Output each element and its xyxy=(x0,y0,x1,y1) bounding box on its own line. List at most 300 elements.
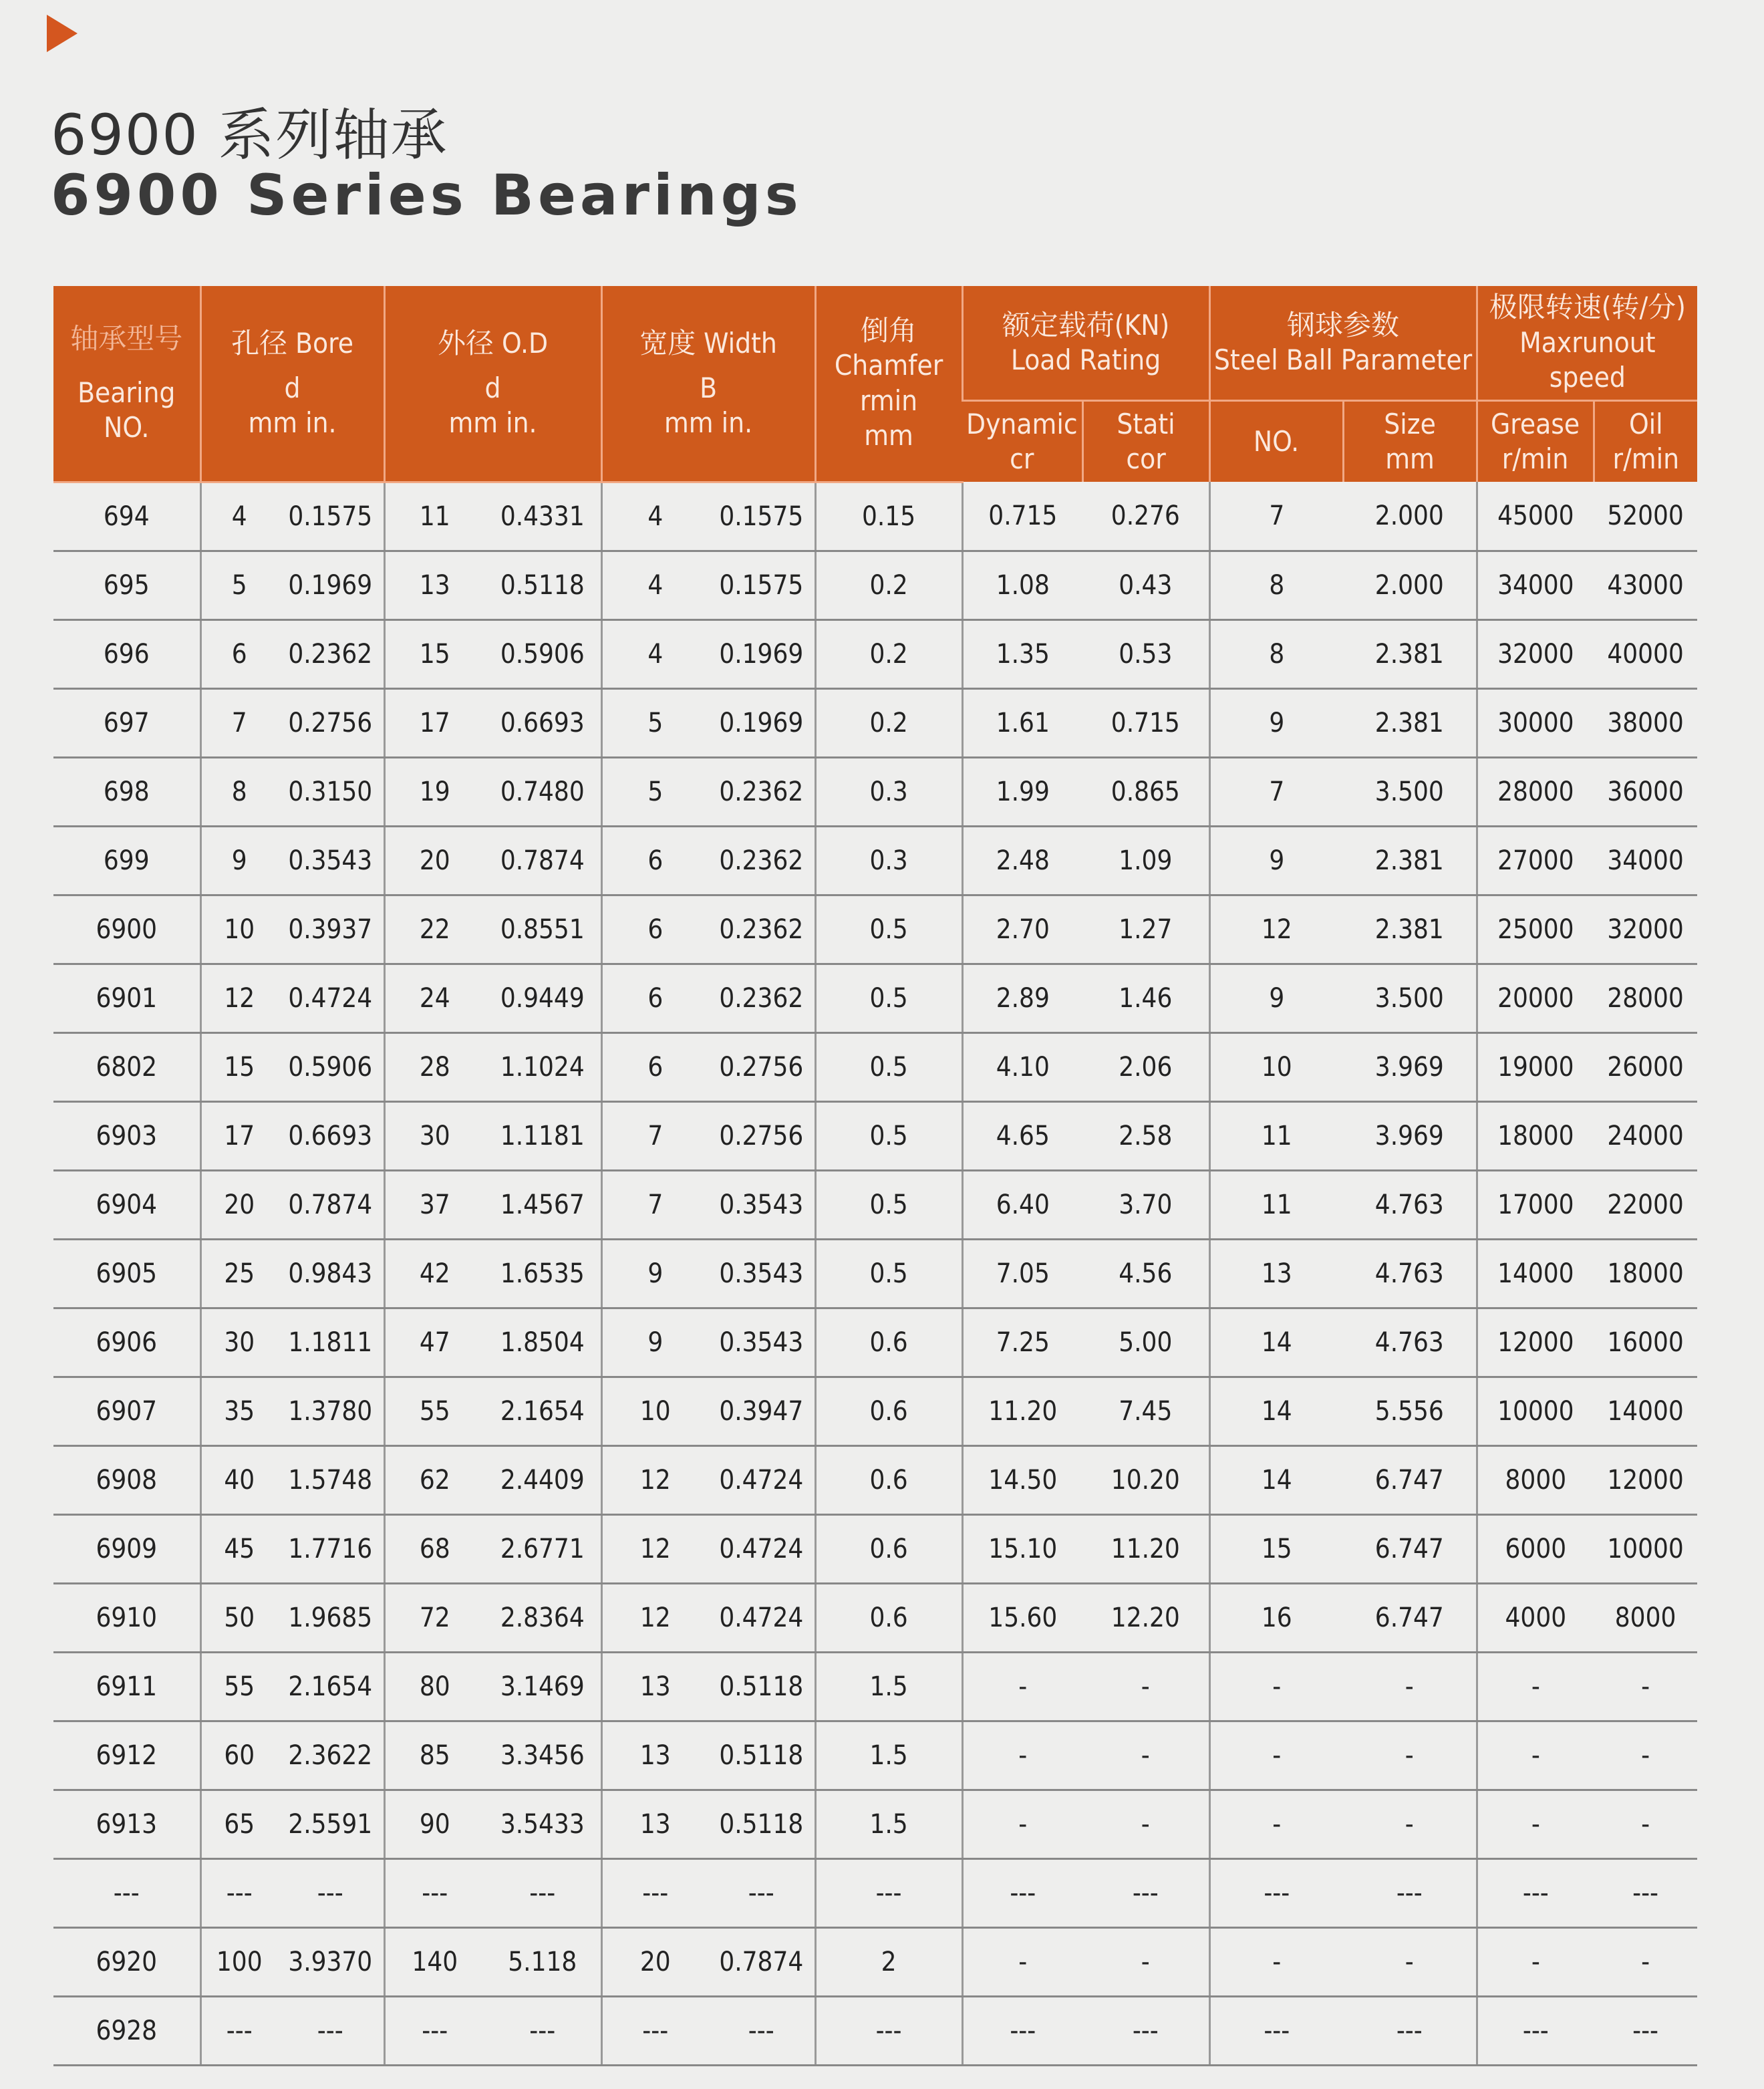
cell-dynamic-load: 14.50 xyxy=(962,1445,1082,1514)
cell-od-mm: 140 xyxy=(384,1927,484,1996)
cell-static-load: 0.865 xyxy=(1082,757,1209,826)
cell-grease-speed: 30000 xyxy=(1477,688,1594,757)
cell-bearing-no: 694 xyxy=(53,482,200,551)
table-row xyxy=(53,1721,1697,1790)
cell-grease-speed: 18000 xyxy=(1477,1101,1594,1170)
cell-bearing-no: 6900 xyxy=(53,895,200,964)
cell-ball-size: 4.763 xyxy=(1343,1239,1477,1308)
cell-oil-speed: --- xyxy=(1594,1996,1697,2065)
cell-grease-speed: 17000 xyxy=(1477,1170,1594,1239)
cell-chamfer: 0.2 xyxy=(815,688,962,757)
cell-bearing-no: 6907 xyxy=(53,1377,200,1445)
cell-ball-size: 2.381 xyxy=(1343,895,1477,964)
cell-ball-count: 7 xyxy=(1209,482,1343,551)
cell-oil-speed: 26000 xyxy=(1594,1032,1697,1101)
cell-static-load: 4.56 xyxy=(1082,1239,1209,1308)
cell-bore-mm: --- xyxy=(200,1996,277,2065)
cell-ball-size: 2.381 xyxy=(1343,826,1477,895)
cell-ball-count: 8 xyxy=(1209,551,1343,619)
cell-oil-speed: - xyxy=(1594,1721,1697,1790)
cell-width-mm: 6 xyxy=(601,1032,708,1101)
cell-grease-speed: 6000 xyxy=(1477,1514,1594,1583)
cell-bore-mm: 10 xyxy=(200,895,277,964)
table-row xyxy=(53,1445,1697,1514)
cell-width-mm: 4 xyxy=(601,551,708,619)
cell-bore-in: --- xyxy=(277,1858,384,1927)
cell-width-in: 0.2362 xyxy=(708,895,815,964)
cell-dynamic-load: 1.99 xyxy=(962,757,1082,826)
header-oil: Oil r/min xyxy=(1594,401,1697,482)
cell-ball-size: 3.969 xyxy=(1343,1101,1477,1170)
cell-bore-mm: --- xyxy=(200,1858,277,1927)
cell-od-in: 3.1469 xyxy=(484,1652,601,1721)
cell-dynamic-load: --- xyxy=(962,1858,1082,1927)
cell-width-mm: --- xyxy=(601,1858,708,1927)
cell-width-mm: 5 xyxy=(601,757,708,826)
cell-bore-mm: 50 xyxy=(200,1583,277,1652)
cell-bore-mm: 35 xyxy=(200,1377,277,1445)
cell-chamfer: 0.2 xyxy=(815,619,962,688)
cell-bore-in: 3.9370 xyxy=(277,1927,384,1996)
cell-dynamic-load: 7.05 xyxy=(962,1239,1082,1308)
cell-bearing-no: 6912 xyxy=(53,1721,200,1790)
table-row xyxy=(53,1790,1697,1858)
cell-width-in: 0.3543 xyxy=(708,1170,815,1239)
header-load-rating: 额定载荷(KN) Load Rating xyxy=(962,286,1209,401)
cell-od-in: 5.118 xyxy=(484,1927,601,1996)
cell-width-mm: --- xyxy=(601,1996,708,2065)
cell-bearing-no: 6913 xyxy=(53,1790,200,1858)
cell-ball-count: 15 xyxy=(1209,1514,1343,1583)
cell-od-in: 1.4567 xyxy=(484,1170,601,1239)
cell-od-in: 0.5118 xyxy=(484,551,601,619)
cell-bore-mm: 55 xyxy=(200,1652,277,1721)
cell-dynamic-load: 6.40 xyxy=(962,1170,1082,1239)
cell-bore-in: 2.3622 xyxy=(277,1721,384,1790)
cell-bore-in: 1.5748 xyxy=(277,1445,384,1514)
cell-bearing-no: 699 xyxy=(53,826,200,895)
cell-od-mm: 11 xyxy=(384,482,484,551)
cell-static-load: 0.43 xyxy=(1082,551,1209,619)
cell-width-mm: 12 xyxy=(601,1445,708,1514)
cell-static-load: --- xyxy=(1082,1996,1209,2065)
cell-oil-speed: 18000 xyxy=(1594,1239,1697,1308)
cell-dynamic-load: - xyxy=(962,1721,1082,1790)
cell-width-mm: 7 xyxy=(601,1170,708,1239)
cell-grease-speed: - xyxy=(1477,1652,1594,1721)
header-grease: Grease r/min xyxy=(1477,401,1594,482)
cell-bore-mm: 60 xyxy=(200,1721,277,1790)
cell-od-in: 1.1024 xyxy=(484,1032,601,1101)
cell-ball-size: - xyxy=(1343,1927,1477,1996)
cell-bearing-no: 698 xyxy=(53,757,200,826)
cell-oil-speed: --- xyxy=(1594,1858,1697,1927)
cell-ball-size: 6.747 xyxy=(1343,1514,1477,1583)
cell-ball-size: 6.747 xyxy=(1343,1583,1477,1652)
cell-grease-speed: - xyxy=(1477,1927,1594,1996)
cell-width-mm: 9 xyxy=(601,1239,708,1308)
cell-ball-size: 3.969 xyxy=(1343,1032,1477,1101)
cell-ball-count: - xyxy=(1209,1927,1343,1996)
cell-grease-speed: 10000 xyxy=(1477,1377,1594,1445)
cell-width-in: 0.7874 xyxy=(708,1927,815,1996)
cell-grease-speed: 14000 xyxy=(1477,1239,1594,1308)
cell-dynamic-load: - xyxy=(962,1652,1082,1721)
cell-oil-speed: 34000 xyxy=(1594,826,1697,895)
cell-od-in: 0.8551 xyxy=(484,895,601,964)
cell-bearing-no: 6901 xyxy=(53,964,200,1032)
cell-bearing-no: 6908 xyxy=(53,1445,200,1514)
cell-bore-mm: 12 xyxy=(200,964,277,1032)
cell-width-mm: 20 xyxy=(601,1927,708,1996)
cell-oil-speed: 8000 xyxy=(1594,1583,1697,1652)
cell-oil-speed: 24000 xyxy=(1594,1101,1697,1170)
cell-ball-size: 2.381 xyxy=(1343,688,1477,757)
cell-static-load: 7.45 xyxy=(1082,1377,1209,1445)
cell-od-mm: 20 xyxy=(384,826,484,895)
cell-width-mm: 12 xyxy=(601,1514,708,1583)
table-row xyxy=(53,1170,1697,1239)
cell-ball-count: 14 xyxy=(1209,1377,1343,1445)
cell-chamfer: 0.15 xyxy=(815,482,962,551)
cell-bore-in: 0.2756 xyxy=(277,688,384,757)
cell-grease-speed: 19000 xyxy=(1477,1032,1594,1101)
cell-bore-mm: 8 xyxy=(200,757,277,826)
cell-width-mm: 12 xyxy=(601,1583,708,1652)
cell-ball-size: --- xyxy=(1343,1858,1477,1927)
cell-bore-in: 2.5591 xyxy=(277,1790,384,1858)
cell-bore-mm: 5 xyxy=(200,551,277,619)
table-row xyxy=(53,1377,1697,1445)
cell-bore-mm: 4 xyxy=(200,482,277,551)
cell-ball-count: --- xyxy=(1209,1996,1343,2065)
cell-dynamic-load: 2.48 xyxy=(962,826,1082,895)
cell-width-mm: 4 xyxy=(601,482,708,551)
cell-oil-speed: - xyxy=(1594,1790,1697,1858)
cell-bore-mm: 30 xyxy=(200,1308,277,1377)
cell-ball-count: 9 xyxy=(1209,964,1343,1032)
cell-oil-speed: 10000 xyxy=(1594,1514,1697,1583)
header-width: 宽度 Width B mm in. xyxy=(601,286,815,482)
cell-grease-speed: 12000 xyxy=(1477,1308,1594,1377)
cell-width-in: 0.5118 xyxy=(708,1790,815,1858)
cell-width-mm: 6 xyxy=(601,895,708,964)
cell-od-in: 0.7874 xyxy=(484,826,601,895)
cell-grease-speed: 27000 xyxy=(1477,826,1594,895)
cell-width-in: 0.4724 xyxy=(708,1445,815,1514)
cell-grease-speed: 20000 xyxy=(1477,964,1594,1032)
cell-width-in: 0.4724 xyxy=(708,1583,815,1652)
cell-ball-count: 12 xyxy=(1209,895,1343,964)
cell-ball-size: --- xyxy=(1343,1996,1477,2065)
cell-static-load: - xyxy=(1082,1721,1209,1790)
cell-od-mm: 72 xyxy=(384,1583,484,1652)
cell-ball-size: 4.763 xyxy=(1343,1170,1477,1239)
cell-bore-in: 0.6693 xyxy=(277,1101,384,1170)
cell-dynamic-load: 1.35 xyxy=(962,619,1082,688)
cell-od-mm: 30 xyxy=(384,1101,484,1170)
cell-grease-speed: --- xyxy=(1477,1858,1594,1927)
cell-bore-in: 0.2362 xyxy=(277,619,384,688)
cell-od-in: 0.7480 xyxy=(484,757,601,826)
cell-chamfer: 0.3 xyxy=(815,757,962,826)
cell-od-mm: 37 xyxy=(384,1170,484,1239)
cell-od-in: --- xyxy=(484,1996,601,2065)
cell-static-load: - xyxy=(1082,1652,1209,1721)
cell-width-mm: 10 xyxy=(601,1377,708,1445)
cell-width-in: 0.5118 xyxy=(708,1721,815,1790)
page-title xyxy=(51,102,802,228)
cell-width-mm: 4 xyxy=(601,619,708,688)
cell-dynamic-load: 1.08 xyxy=(962,551,1082,619)
title-cn: 6900 系列轴承 xyxy=(51,102,448,168)
cell-oil-speed: 32000 xyxy=(1594,895,1697,964)
cell-dynamic-load: 7.25 xyxy=(962,1308,1082,1377)
cell-static-load: 1.27 xyxy=(1082,895,1209,964)
cell-ball-count: 8 xyxy=(1209,619,1343,688)
header-speed: 极限转速(转/分) Maxrunout speed xyxy=(1477,286,1697,401)
cell-ball-size: 5.556 xyxy=(1343,1377,1477,1445)
cell-bearing-no: 696 xyxy=(53,619,200,688)
cell-bore-mm: 9 xyxy=(200,826,277,895)
cell-bore-in: 0.3150 xyxy=(277,757,384,826)
table-row xyxy=(53,1996,1697,2065)
cell-dynamic-load: 2.70 xyxy=(962,895,1082,964)
cell-width-in: 0.5118 xyxy=(708,1652,815,1721)
cell-static-load: - xyxy=(1082,1790,1209,1858)
cell-ball-count: 14 xyxy=(1209,1308,1343,1377)
cell-bore-in: 0.5906 xyxy=(277,1032,384,1101)
cell-ball-count: 14 xyxy=(1209,1445,1343,1514)
cell-static-load: 2.06 xyxy=(1082,1032,1209,1101)
cell-static-load: 10.20 xyxy=(1082,1445,1209,1514)
cell-chamfer: 0.5 xyxy=(815,1032,962,1101)
cell-static-load: 11.20 xyxy=(1082,1514,1209,1583)
cell-bore-in: 0.1575 xyxy=(277,482,384,551)
cell-od-in: 0.4331 xyxy=(484,482,601,551)
cell-ball-count: 13 xyxy=(1209,1239,1343,1308)
table-row xyxy=(53,964,1697,1032)
cell-oil-speed: 22000 xyxy=(1594,1170,1697,1239)
cell-oil-speed: 36000 xyxy=(1594,757,1697,826)
cell-oil-speed: - xyxy=(1594,1652,1697,1721)
table-row xyxy=(53,1239,1697,1308)
cell-od-in: 1.1181 xyxy=(484,1101,601,1170)
cell-oil-speed: 40000 xyxy=(1594,619,1697,688)
cell-width-in: 0.2362 xyxy=(708,964,815,1032)
cell-grease-speed: 28000 xyxy=(1477,757,1594,826)
cell-width-mm: 7 xyxy=(601,1101,708,1170)
cell-bearing-no: 6909 xyxy=(53,1514,200,1583)
cell-od-mm: --- xyxy=(384,1858,484,1927)
cell-chamfer: 0.5 xyxy=(815,895,962,964)
cell-bore-in: 0.3937 xyxy=(277,895,384,964)
header-chamfer: 倒角 Chamfer rmin mm xyxy=(815,286,962,482)
cell-chamfer: 0.6 xyxy=(815,1445,962,1514)
cell-ball-size: - xyxy=(1343,1652,1477,1721)
cell-chamfer: 0.5 xyxy=(815,1170,962,1239)
cell-od-in: 2.4409 xyxy=(484,1445,601,1514)
table-row xyxy=(53,757,1697,826)
header-od: 外径 O.D d mm in. xyxy=(384,286,601,482)
cell-chamfer: 0.6 xyxy=(815,1514,962,1583)
cell-static-load: 5.00 xyxy=(1082,1308,1209,1377)
cell-od-in: 3.5433 xyxy=(484,1790,601,1858)
cell-width-in: 0.2362 xyxy=(708,826,815,895)
header-steel-ball: 钢球参数 Steel Ball Parameter xyxy=(1209,286,1477,401)
cell-od-mm: 22 xyxy=(384,895,484,964)
cell-bearing-no: 6910 xyxy=(53,1583,200,1652)
cell-dynamic-load: --- xyxy=(962,1996,1082,2065)
cell-bore-mm: 100 xyxy=(200,1927,277,1996)
cell-od-mm: 55 xyxy=(384,1377,484,1445)
table-row xyxy=(53,826,1697,895)
header-dynamic: Dynamic cr xyxy=(962,401,1082,482)
cell-width-in: 0.3543 xyxy=(708,1239,815,1308)
cell-width-in: 0.3947 xyxy=(708,1377,815,1445)
cell-width-mm: 9 xyxy=(601,1308,708,1377)
cell-grease-speed: - xyxy=(1477,1790,1594,1858)
cell-bore-mm: 40 xyxy=(200,1445,277,1514)
cell-ball-size: - xyxy=(1343,1790,1477,1858)
cell-od-mm: 28 xyxy=(384,1032,484,1101)
cell-oil-speed: - xyxy=(1594,1927,1697,1996)
cell-chamfer: 0.6 xyxy=(815,1583,962,1652)
cell-oil-speed: 38000 xyxy=(1594,688,1697,757)
cell-bearing-no: 6920 xyxy=(53,1927,200,1996)
cell-bore-mm: 45 xyxy=(200,1514,277,1583)
cell-bore-mm: 17 xyxy=(200,1101,277,1170)
cell-ball-count: 11 xyxy=(1209,1101,1343,1170)
cell-bearing-no: 6906 xyxy=(53,1308,200,1377)
cell-grease-speed: 34000 xyxy=(1477,551,1594,619)
cell-ball-size: 2.381 xyxy=(1343,619,1477,688)
cell-od-mm: 85 xyxy=(384,1721,484,1790)
cell-bore-in: 0.3543 xyxy=(277,826,384,895)
table-row xyxy=(53,551,1697,619)
cell-od-mm: 80 xyxy=(384,1652,484,1721)
cell-grease-speed: 4000 xyxy=(1477,1583,1594,1652)
cell-static-load: 1.09 xyxy=(1082,826,1209,895)
cell-od-in: 2.8364 xyxy=(484,1583,601,1652)
cell-width-mm: 13 xyxy=(601,1721,708,1790)
table-row xyxy=(53,619,1697,688)
cell-od-mm: 13 xyxy=(384,551,484,619)
cell-od-in: --- xyxy=(484,1858,601,1927)
cell-chamfer: 0.2 xyxy=(815,551,962,619)
cell-chamfer: 0.5 xyxy=(815,964,962,1032)
cell-bearing-no: 6905 xyxy=(53,1239,200,1308)
table-row xyxy=(53,895,1697,964)
cell-width-mm: 6 xyxy=(601,826,708,895)
cell-width-mm: 6 xyxy=(601,964,708,1032)
cell-static-load: 1.46 xyxy=(1082,964,1209,1032)
cell-width-in: 0.4724 xyxy=(708,1514,815,1583)
cell-chamfer: --- xyxy=(815,1858,962,1927)
cell-width-in: --- xyxy=(708,1858,815,1927)
table-row xyxy=(53,1308,1697,1377)
cell-bearing-no: 6802 xyxy=(53,1032,200,1101)
cell-ball-size: - xyxy=(1343,1721,1477,1790)
header-ball-no: NO. xyxy=(1209,401,1343,482)
cell-bore-in: 2.1654 xyxy=(277,1652,384,1721)
cell-bearing-no: 697 xyxy=(53,688,200,757)
cell-oil-speed: 16000 xyxy=(1594,1308,1697,1377)
cell-chamfer: --- xyxy=(815,1996,962,2065)
cell-bore-in: 1.1811 xyxy=(277,1308,384,1377)
cell-ball-size: 3.500 xyxy=(1343,964,1477,1032)
table-row xyxy=(53,1514,1697,1583)
cell-ball-count: - xyxy=(1209,1721,1343,1790)
cell-ball-count: 9 xyxy=(1209,688,1343,757)
cell-dynamic-load: - xyxy=(962,1927,1082,1996)
cell-ball-count: --- xyxy=(1209,1858,1343,1927)
cell-bore-in: 0.9843 xyxy=(277,1239,384,1308)
cell-od-mm: 17 xyxy=(384,688,484,757)
cell-bore-mm: 7 xyxy=(200,688,277,757)
cell-static-load: 0.53 xyxy=(1082,619,1209,688)
cell-ball-count: 16 xyxy=(1209,1583,1343,1652)
cell-static-load: 0.276 xyxy=(1082,482,1209,551)
cell-dynamic-load: - xyxy=(962,1790,1082,1858)
cell-bore-in: 1.9685 xyxy=(277,1583,384,1652)
header-static: Stati cor xyxy=(1082,401,1209,482)
cell-width-in: 0.1969 xyxy=(708,619,815,688)
cell-static-load: 2.58 xyxy=(1082,1101,1209,1170)
cell-chamfer: 1.5 xyxy=(815,1790,962,1858)
cell-ball-size: 2.000 xyxy=(1343,482,1477,551)
title-en: 6900 Series Bearings xyxy=(51,162,802,228)
cell-grease-speed: 32000 xyxy=(1477,619,1594,688)
cell-od-in: 0.6693 xyxy=(484,688,601,757)
cell-od-in: 0.9449 xyxy=(484,964,601,1032)
cell-od-mm: 15 xyxy=(384,619,484,688)
cell-bore-mm: 6 xyxy=(200,619,277,688)
cell-grease-speed: 45000 xyxy=(1477,482,1594,551)
cell-bearing-no: 6911 xyxy=(53,1652,200,1721)
cell-width-mm: 5 xyxy=(601,688,708,757)
cell-width-mm: 13 xyxy=(601,1790,708,1858)
table-row xyxy=(53,482,1697,551)
cell-grease-speed: 25000 xyxy=(1477,895,1594,964)
cell-ball-count: 10 xyxy=(1209,1032,1343,1101)
cell-ball-count: - xyxy=(1209,1790,1343,1858)
cell-od-mm: 47 xyxy=(384,1308,484,1377)
cell-width-in: 0.1575 xyxy=(708,482,815,551)
table-row xyxy=(53,688,1697,757)
table-row xyxy=(53,1032,1697,1101)
cell-od-mm: 24 xyxy=(384,964,484,1032)
cell-width-in: 0.1969 xyxy=(708,688,815,757)
cell-bore-mm: 15 xyxy=(200,1032,277,1101)
cell-static-load: 0.715 xyxy=(1082,688,1209,757)
cell-ball-count: 9 xyxy=(1209,826,1343,895)
cell-od-in: 3.3456 xyxy=(484,1721,601,1790)
cell-static-load: 3.70 xyxy=(1082,1170,1209,1239)
cell-dynamic-load: 4.65 xyxy=(962,1101,1082,1170)
cell-dynamic-load: 4.10 xyxy=(962,1032,1082,1101)
cell-dynamic-load: 1.61 xyxy=(962,688,1082,757)
cell-bearing-no: 6904 xyxy=(53,1170,200,1239)
cell-ball-size: 4.763 xyxy=(1343,1308,1477,1377)
cell-oil-speed: 43000 xyxy=(1594,551,1697,619)
cell-ball-size: 3.500 xyxy=(1343,757,1477,826)
bearing-spec-table xyxy=(53,286,1697,2066)
cell-bore-in: 0.7874 xyxy=(277,1170,384,1239)
cell-dynamic-load: 11.20 xyxy=(962,1377,1082,1445)
table-row xyxy=(53,1858,1697,1927)
cell-oil-speed: 12000 xyxy=(1594,1445,1697,1514)
